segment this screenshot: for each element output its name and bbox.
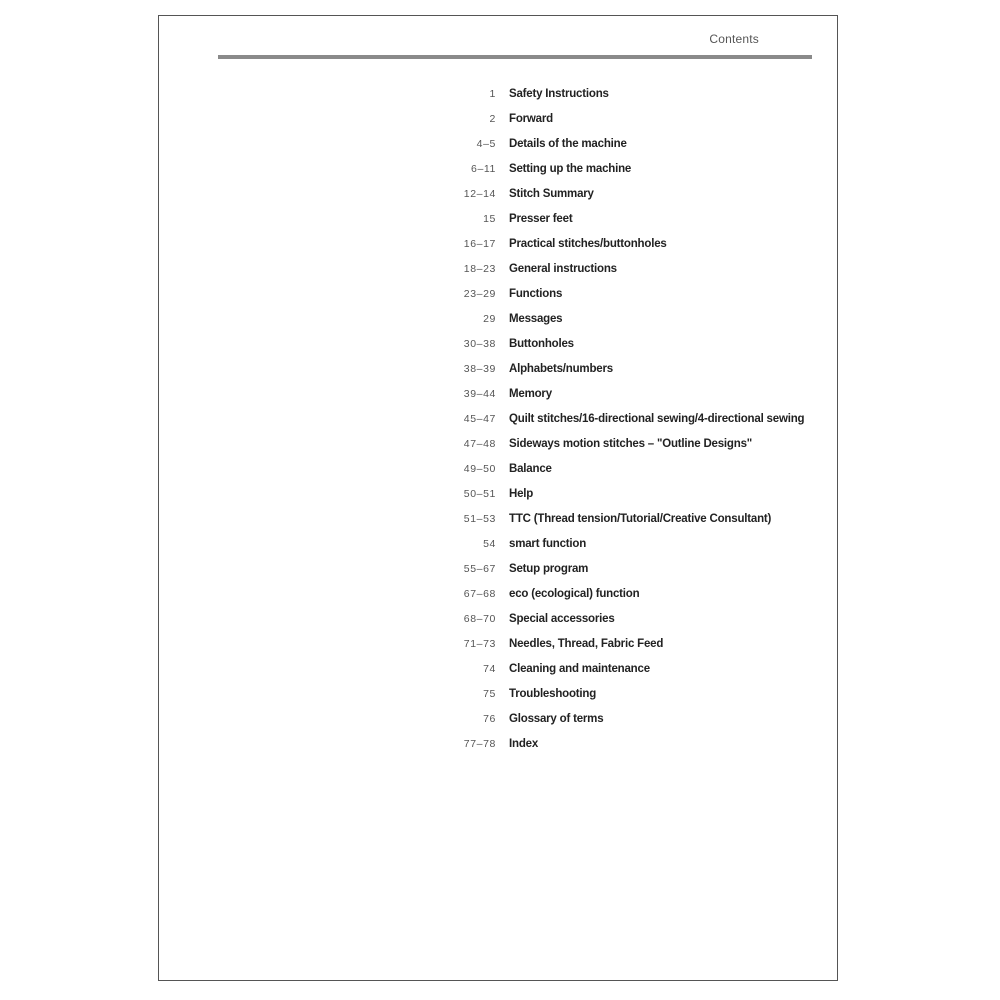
toc-entry <box>449 263 829 288</box>
toc-entry-title: Quilt stitches/16-directional sewing/4-directional sewing <box>509 413 805 425</box>
toc-entry-title: Details of the machine <box>509 138 627 150</box>
toc-entry-title: Needles, Thread, Fabric Feed <box>509 638 664 650</box>
toc-entry <box>449 588 829 613</box>
toc-page-numbers: 75 <box>483 688 496 700</box>
toc-entry <box>449 363 829 388</box>
toc-entry-title: General instructions <box>509 263 617 275</box>
toc-entry <box>449 713 829 738</box>
document-page <box>158 15 838 981</box>
toc-entry <box>449 213 829 238</box>
toc-entry <box>449 513 829 538</box>
toc-entry-title: Troubleshooting <box>509 688 597 700</box>
toc-entry <box>449 388 829 413</box>
toc-entry-title: smart function <box>509 538 587 550</box>
toc-page-numbers: 39–44 <box>463 388 496 400</box>
toc-page-numbers: 15 <box>483 213 496 225</box>
toc-page-numbers: 23–29 <box>463 288 496 300</box>
toc-entry <box>449 738 829 763</box>
toc-entry-title: Buttonholes <box>509 338 574 350</box>
toc-entry-title: Safety Instructions <box>509 88 609 100</box>
toc-entry <box>449 613 829 638</box>
toc-entry <box>449 163 829 188</box>
toc-entry <box>449 88 829 113</box>
toc-entry <box>449 413 829 438</box>
toc-page-numbers: 45–47 <box>463 413 496 425</box>
toc-page-numbers: 51–53 <box>463 513 496 525</box>
toc-entry-title: Setup program <box>509 563 589 575</box>
toc-page-numbers: 77–78 <box>463 738 496 750</box>
toc-page-numbers: 1 <box>489 88 496 100</box>
toc-page-numbers: 74 <box>483 663 496 675</box>
toc-entry <box>449 638 829 663</box>
toc-page-numbers: 12–14 <box>463 188 496 200</box>
toc-entry-title: Help <box>509 488 534 500</box>
toc-page-numbers: 16–17 <box>463 238 496 250</box>
toc-page-numbers: 71–73 <box>463 638 496 650</box>
toc-entry <box>449 563 829 588</box>
toc-entry <box>449 138 829 163</box>
toc-entry-title: Special accessories <box>509 613 615 625</box>
toc-page-numbers: 30–38 <box>463 338 496 350</box>
toc-page-numbers: 6–11 <box>471 163 496 175</box>
toc-page-numbers: 38–39 <box>463 363 496 375</box>
toc-entry <box>449 688 829 713</box>
toc-page-numbers: 2 <box>489 113 496 125</box>
toc-entry <box>449 438 829 463</box>
toc-entry <box>449 288 829 313</box>
toc-entry-title: Forward <box>509 113 553 125</box>
toc-page-numbers: 29 <box>483 313 496 325</box>
toc-entry <box>449 338 829 363</box>
toc-entry-title: Index <box>509 738 539 750</box>
toc-page-numbers: 50–51 <box>463 488 496 500</box>
toc-page-numbers: 49–50 <box>463 463 496 475</box>
toc-entry-title: Practical stitches/buttonholes <box>509 238 667 250</box>
toc-entry <box>449 313 829 338</box>
toc-entry-title: Memory <box>509 388 552 400</box>
table-of-contents <box>449 88 829 763</box>
page-header-title: Contents <box>709 32 759 46</box>
toc-entry <box>449 238 829 263</box>
toc-entry <box>449 538 829 563</box>
toc-entry <box>449 663 829 688</box>
toc-entry-title: Messages <box>509 313 563 325</box>
toc-page-numbers: 67–68 <box>463 588 496 600</box>
toc-page-numbers: 47–48 <box>463 438 496 450</box>
toc-entry <box>449 463 829 488</box>
toc-page-numbers: 4–5 <box>476 138 496 150</box>
toc-entry-title: Cleaning and maintenance <box>509 663 650 675</box>
toc-page-numbers: 76 <box>483 713 496 725</box>
toc-entry-title: eco (ecological) function <box>509 588 640 600</box>
toc-entry-title: Balance <box>509 463 552 475</box>
toc-entry <box>449 488 829 513</box>
toc-entry-title: Sideways motion stitches – "Outline Designs" <box>509 438 753 450</box>
toc-entry <box>449 188 829 213</box>
toc-page-numbers: 68–70 <box>463 613 496 625</box>
toc-entry-title: Stitch Summary <box>509 188 594 200</box>
toc-entry-title: Setting up the machine <box>509 163 632 175</box>
toc-entry-title: Functions <box>509 288 563 300</box>
toc-entry-title: TTC (Thread tension/Tutorial/Creative Consultant) <box>509 513 772 525</box>
toc-entry-title: Glossary of terms <box>509 713 604 725</box>
header-divider <box>218 55 812 59</box>
toc-entry-title: Alphabets/numbers <box>509 363 613 375</box>
toc-page-numbers: 54 <box>483 538 496 550</box>
toc-page-numbers: 55–67 <box>463 563 496 575</box>
toc-page-numbers: 18–23 <box>463 263 496 275</box>
toc-entry-title: Presser feet <box>509 213 573 225</box>
toc-entry <box>449 113 829 138</box>
